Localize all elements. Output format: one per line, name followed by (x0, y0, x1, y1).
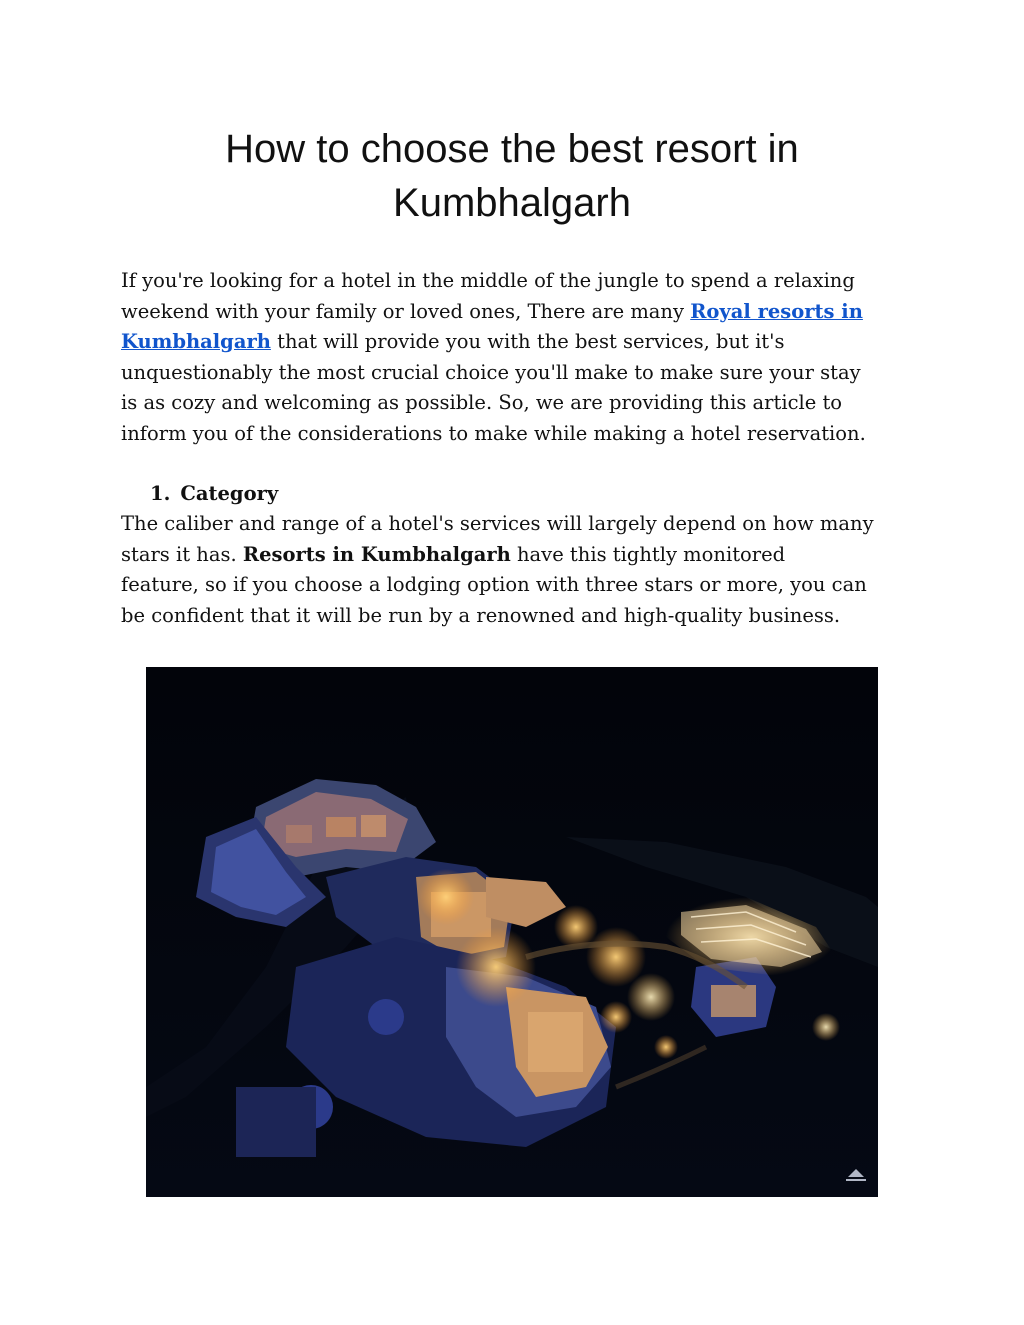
category-line-2 (121, 540, 911, 571)
section-number: 1. (150, 482, 171, 505)
category-line-2-text: stars it has. (121, 542, 243, 566)
intro-line-1: If you're looking for a hotel in the middle of the jungle to spend a relaxing (121, 269, 855, 292)
royal-resorts-link-part-1[interactable]: Royal resorts in (690, 299, 863, 323)
intro-line-3 (121, 327, 911, 358)
section-heading-text: Category (180, 482, 279, 505)
category-line-4: be confident that it will be run by a renowned and high-quality business. (121, 603, 841, 627)
category-line-2-post: have this tightly monitored (510, 542, 786, 566)
intro-paragraph (121, 266, 911, 450)
title-line-1: How to choose the best resort in (225, 127, 799, 171)
intro-line-4: unquestionably the most crucial choice you'll make to make sure your stay (121, 360, 861, 384)
category-paragraph (121, 509, 911, 631)
photo-illustration (146, 667, 878, 1197)
intro-line-2-text: weekend with your family or loved ones, There are many (121, 299, 691, 323)
intro-line-6: inform you of the considerations to make while making a hotel reservation. (121, 421, 866, 445)
intro-line-3-text: that will provide you with the best services, but it's (270, 330, 785, 354)
section-heading-category (150, 479, 278, 509)
intro-line-5: is as cozy and welcoming as possible. So, we are providing this article to (121, 391, 843, 415)
resort-night-aerial-photo (146, 667, 878, 1197)
royal-resorts-link-part-2[interactable]: Kumbhalgarh (121, 330, 271, 354)
resorts-bold-text: Resorts in Kumbhalgarh (242, 542, 511, 566)
page-title (150, 122, 874, 230)
title-line-2: Kumbhalgarh (393, 181, 631, 225)
category-line-1: The caliber and range of a hotel's services will largely depend on how many (121, 512, 874, 535)
category-line-3: feature, so if you choose a lodging option with three stars or more, you can (121, 573, 867, 597)
intro-line-2 (121, 297, 911, 328)
